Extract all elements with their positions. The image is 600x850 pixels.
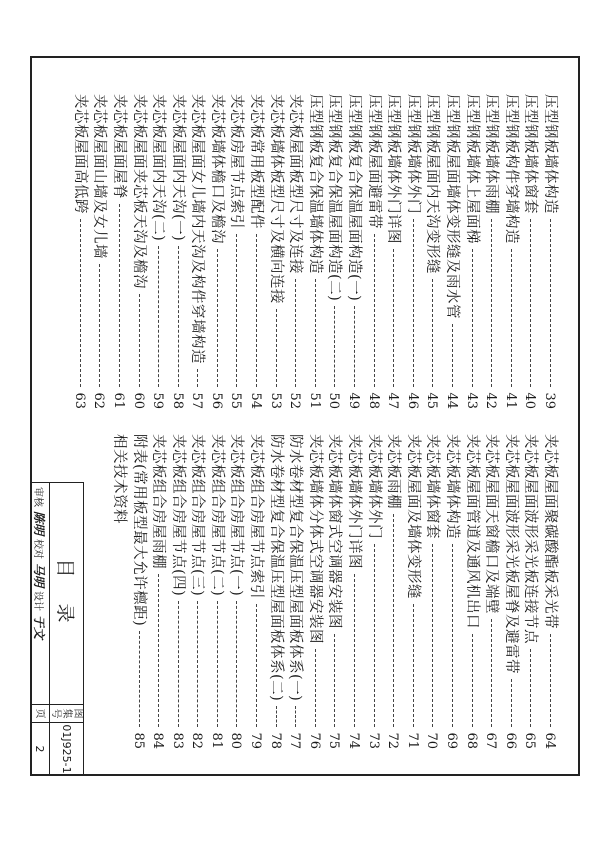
toc-entry-title: 夹芯板组合房屋节点索引	[248, 434, 265, 599]
toc-leader-line	[472, 249, 473, 387]
toc-entry-title: 夹芯板组合房屋节点(二)	[208, 434, 225, 597]
toc-column-right	[111, 434, 562, 749]
toc-entry	[190, 94, 210, 409]
toc-entry-title: 压型钢板墙体外门详图	[385, 94, 402, 244]
design-label: 设计	[32, 591, 44, 612]
toc-entry-title: 夹芯板墙体外门详图	[346, 434, 363, 569]
toc-entry-title: 夹芯板组合房屋节点(四)	[169, 434, 186, 597]
toc-entry	[229, 94, 249, 409]
toc-entry	[464, 94, 484, 409]
toc-leader-line	[354, 306, 355, 387]
toc-entry	[249, 434, 269, 749]
toc-leader-line	[374, 234, 375, 387]
toc-entry-title: 压型钢板墙体雨棚	[483, 94, 500, 214]
toc-entry	[170, 94, 190, 409]
toc-entry	[366, 94, 386, 409]
toc-entry-page: 53	[267, 392, 283, 409]
toc-entry-page: 71	[404, 732, 420, 749]
toc-leader-line	[530, 649, 531, 727]
toc-entry	[425, 94, 445, 409]
toc-entry	[190, 434, 210, 749]
review-label: 审核	[32, 487, 44, 507]
toc-entry-page: 63	[71, 392, 87, 409]
toc-entry	[503, 434, 523, 749]
toc-entry-page: 43	[463, 392, 479, 409]
toc-entry-title: 压型钢板墙体窗套	[522, 94, 539, 214]
toc-entry	[386, 434, 406, 749]
toc-entry-title: 夹芯板组合房屋雨棚	[150, 434, 167, 569]
toc-entry-title: 夹芯板雨棚	[385, 434, 402, 509]
toc-entry-title: 夹芯板屋面屋脊	[110, 94, 127, 199]
toc-entry	[307, 434, 327, 749]
toc-entry	[503, 94, 523, 409]
toc-leader-line	[237, 601, 238, 727]
toc-leader-line	[197, 369, 198, 387]
toc-entry-page: 72	[385, 732, 401, 749]
toc-entry-page: 50	[326, 392, 342, 409]
toc-entry-title: 夹芯板屋面聚碳酸酯板采光带	[542, 434, 558, 629]
toc-entry	[131, 434, 151, 749]
toc-leader-line	[80, 219, 81, 387]
toc-entry-page: 44	[444, 392, 460, 409]
toc-entry	[268, 434, 288, 749]
toc-entry-title: 夹芯板屋面夹芯板天沟及檐沟	[130, 94, 147, 289]
toc-entry-title: 夹芯板房屋节点索引	[228, 94, 245, 229]
toc-entry-title: 夹芯板屋面板型尺寸及连接	[287, 94, 304, 274]
toc-entry-title: 夹芯板墙体窗式空调器安装图	[326, 434, 343, 629]
toc-entry-page: 69	[444, 732, 460, 749]
sheet-title: 目录	[49, 483, 83, 705]
toc-entry	[366, 434, 386, 749]
toc-entry	[229, 434, 249, 749]
toc-entry-title: 夹芯板组合房屋节点(三)	[189, 434, 206, 597]
toc-leader-line	[178, 601, 179, 727]
toc-entry	[151, 94, 171, 409]
toc-entry-page: 48	[365, 392, 381, 409]
toc-leader-line	[491, 619, 492, 727]
toc-leader-line	[393, 514, 394, 727]
toc-leader-line	[276, 706, 277, 727]
toc-entry-title: 夹芯板组合房屋节点(一)	[228, 434, 245, 597]
toc-entry	[151, 434, 171, 749]
toc-leader-line	[432, 279, 433, 387]
toc-leader-line	[334, 306, 335, 387]
toc-entry	[92, 94, 112, 409]
toc-entry-page: 42	[483, 392, 499, 409]
toc-entry	[346, 94, 366, 409]
toc-entry-page: 58	[169, 392, 185, 409]
toc-entry-title: 压型钢板屋面内天沟变形缝	[424, 94, 441, 274]
toc-entry-title: 夹芯板墙体分体式空调器安装图	[306, 434, 323, 644]
toc-entry-title: 夹芯板墙体构造	[444, 434, 461, 539]
toc-entry-page: 46	[404, 392, 420, 409]
toc-leader-line	[354, 574, 355, 727]
toc-entry-title: 压型钢板屋面避雷带	[365, 94, 382, 229]
toc-entry-page: 85	[130, 732, 146, 749]
toc-entry	[327, 94, 347, 409]
toc-leader-line	[315, 279, 316, 387]
toc-entry-page: 65	[522, 732, 538, 749]
toc-entry-title: 压型钢板构件穿墙构造	[502, 94, 519, 244]
toc-entry-title: 夹芯板屋面天窗檐口及端壁	[483, 434, 500, 614]
toc-entry-title: 防水卷材型复合保温压型屋面板体系(一)	[287, 434, 304, 702]
toc-entry-title: 夹芯板墙体外门	[365, 434, 382, 539]
proof-signature: 马明	[32, 563, 47, 588]
toc-entry-page: 82	[189, 732, 205, 749]
toc-entry-title: 夹芯板屋面内天沟(一)	[169, 94, 186, 242]
toc-entry	[249, 94, 269, 409]
toc-entry-title: 压型钢板墙体外门	[404, 94, 421, 214]
toc-entry-page: 73	[365, 732, 381, 749]
toc-leader-line	[158, 574, 159, 727]
toc-leader-line	[276, 309, 277, 387]
toc-entry	[307, 94, 327, 409]
toc-entry-page: 56	[208, 392, 224, 409]
proof-label: 校对	[32, 539, 44, 560]
atlas-number-cell	[49, 705, 83, 775]
toc-entry-title: 夹芯板常用板型配件	[248, 94, 265, 229]
toc-leader-line	[452, 324, 453, 387]
toc-leader-line	[217, 249, 218, 387]
toc-leader-line	[511, 679, 512, 727]
toc-entry-title: 夹芯板屋面及墙体变形缝	[404, 434, 421, 599]
toc-entry-page: 52	[287, 392, 303, 409]
toc-leader-line	[217, 601, 218, 727]
toc-entry-title: 压型钢板复合保温屋面构造(二)	[326, 94, 343, 302]
toc-entry-page: 51	[306, 392, 322, 409]
toc-leader-line	[256, 234, 257, 387]
toc-entry	[484, 434, 504, 749]
toc-entry-title: 压型钢板复合保温墙体构造	[306, 94, 323, 274]
toc-entry-page: 68	[463, 732, 479, 749]
toc-entry-page: 77	[287, 732, 303, 749]
toc-entry-title: 防水卷材型复合保温压型屋面板体系(二)	[267, 434, 284, 702]
toc-entry	[464, 434, 484, 749]
toc-entry	[542, 434, 562, 749]
toc-entry	[346, 434, 366, 749]
toc-entry-page: 81	[208, 732, 224, 749]
toc-entry-title: 压型钢板屋面墙体变形缝及雨水管	[444, 94, 461, 319]
toc-entry	[288, 434, 308, 749]
toc-entry-page: 49	[346, 392, 362, 409]
toc-entry	[72, 94, 92, 409]
toc-entry-page: 78	[267, 732, 283, 749]
toc-leader-line	[139, 294, 140, 387]
toc-entry-title: 夹芯板屋面山墙及女儿墙	[91, 94, 108, 259]
toc-entry-title: 夹芯板屋面波形采光板连接节点	[522, 434, 539, 644]
toc-entry-title: 夹芯板墙体板型尺寸及横向连接	[267, 94, 284, 304]
atlas-number-label: 图集号	[50, 705, 83, 723]
toc-entry	[268, 94, 288, 409]
toc-entry	[111, 434, 131, 749]
toc-entry	[523, 94, 543, 409]
toc-entry	[542, 94, 562, 409]
toc-leader-line	[511, 249, 512, 387]
toc-entry	[386, 94, 406, 409]
toc-entry-page: 45	[424, 392, 440, 409]
toc-entry-page: 76	[306, 732, 322, 749]
toc-entry-page: 83	[169, 732, 185, 749]
title-block	[32, 482, 84, 774]
toc-leader-line	[295, 706, 296, 727]
toc-entry-page: 84	[150, 732, 166, 749]
toc-entry	[327, 434, 347, 749]
toc-leader-line	[472, 634, 473, 727]
toc-entry	[405, 434, 425, 749]
toc-entry-title: 夹芯板屋面高低跨	[71, 94, 88, 214]
review-signature: 陈明	[32, 511, 47, 536]
toc-entry-page: 41	[502, 392, 518, 409]
toc-entry	[209, 434, 229, 749]
toc-entry-page: 67	[483, 732, 499, 749]
page-label: 页	[31, 705, 49, 723]
toc-entry-title: 相关技术资料	[110, 434, 127, 524]
toc-leader-line	[530, 219, 531, 387]
toc-entry-title: 夹芯板屋面女儿墙内天沟及构件穿墙构造	[189, 94, 206, 364]
toc-entry	[288, 94, 308, 409]
toc-leader-line	[550, 634, 551, 727]
toc-entry-page: 60	[130, 392, 146, 409]
toc-entry-page: 54	[248, 392, 264, 409]
toc-leader-line	[315, 649, 316, 727]
toc-leader-line	[432, 544, 433, 727]
toc-entry-page: 79	[248, 732, 264, 749]
toc-leader-line	[158, 246, 159, 387]
toc-leader-line	[393, 249, 394, 387]
toc-leader-line	[295, 279, 296, 387]
toc-entry-page: 74	[346, 732, 362, 749]
toc-entry-page: 75	[326, 732, 342, 749]
toc-entry-page: 57	[189, 392, 205, 409]
toc-entry-page: 66	[502, 732, 518, 749]
toc-entry	[131, 94, 151, 409]
toc-entry	[484, 94, 504, 409]
toc-leader-line	[119, 204, 120, 387]
toc-entry-page: 40	[522, 392, 538, 409]
toc-entry	[170, 434, 190, 749]
toc-entry-page: 80	[228, 732, 244, 749]
rotated-sheet	[30, 58, 580, 778]
drawing-frame	[30, 56, 580, 776]
toc-leader-line	[99, 264, 100, 387]
page-number: 2	[33, 745, 47, 753]
signature-row	[31, 483, 49, 705]
toc-entry-title: 夹芯板墙体檐口及檐沟	[208, 94, 225, 244]
toc-entry-page: 59	[150, 392, 166, 409]
toc-entry	[523, 434, 543, 749]
toc-column-left	[72, 94, 562, 409]
toc-entry	[405, 94, 425, 409]
toc-leader-line	[197, 601, 198, 727]
toc-entry-title: 压型钢板复合保温屋面构造(一)	[346, 94, 363, 302]
toc-entry-title: 夹芯板屋面波形采光板屋脊及避雷带	[502, 434, 519, 674]
page-number-cell	[31, 705, 49, 775]
toc-entry-title: 夹芯板屋面管道及通风机出口	[463, 434, 480, 629]
toc-entry-title: 压型钢板墙体构造	[542, 94, 558, 214]
toc-leader-line	[413, 604, 414, 727]
toc-entry-page: 55	[228, 392, 244, 409]
toc-entry-page: 39	[542, 392, 557, 409]
design-signature: 于文	[32, 615, 47, 640]
toc-entry-page: 70	[424, 732, 440, 749]
toc-entry-title: 夹芯板墙体窗套	[424, 434, 441, 539]
toc-entry-page: 47	[385, 392, 401, 409]
toc-leader-line	[237, 234, 238, 387]
toc-entry	[425, 434, 445, 749]
toc-entry-page: 61	[110, 392, 126, 409]
toc-entry-title: 夹芯板屋面内天沟(二)	[150, 94, 167, 242]
toc-entry-page: 62	[91, 392, 107, 409]
toc-leader-line	[550, 219, 551, 387]
toc-entry-title: 附表(常用板型最大允许檩距)	[130, 434, 147, 627]
toc-leader-line	[178, 246, 179, 387]
atlas-number: 01J925-1	[60, 724, 73, 774]
toc-leader-line	[139, 631, 140, 727]
toc-leader-line	[256, 604, 257, 727]
toc-leader-line	[491, 219, 492, 387]
toc-entry	[209, 94, 229, 409]
toc-entry	[444, 434, 464, 749]
toc-leader-line	[374, 544, 375, 727]
toc-entry-page: 64	[542, 732, 557, 749]
toc-entry	[111, 94, 131, 409]
toc-leader-line	[452, 544, 453, 727]
toc-leader-line	[334, 634, 335, 727]
toc-entry-title: 压型钢板墙体上屋面梯	[463, 94, 480, 244]
toc-entry	[444, 94, 464, 409]
toc-leader-line	[413, 219, 414, 387]
